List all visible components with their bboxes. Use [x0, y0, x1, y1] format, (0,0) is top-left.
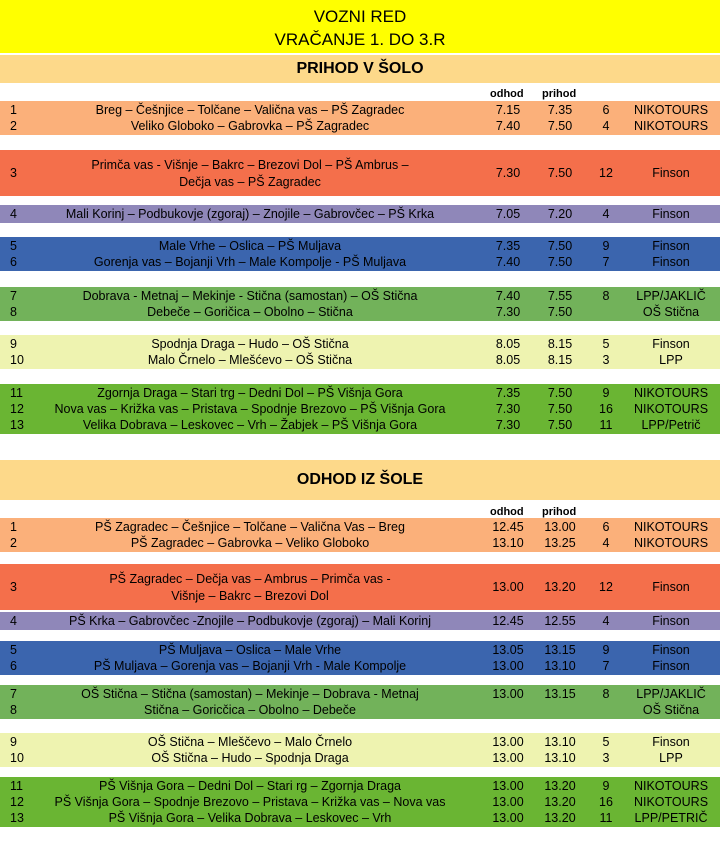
- arrival-time: 7.50: [547, 402, 573, 416]
- arrival-time: 13.15: [544, 643, 576, 657]
- arrival-time: 7.20: [547, 207, 573, 221]
- row-number: 13: [10, 418, 24, 432]
- student-count: 12: [599, 166, 613, 180]
- operator-name: Finson: [652, 659, 690, 673]
- departure-time: 13.05: [492, 643, 524, 657]
- departure-time: 13.00: [492, 659, 524, 673]
- arrival-table-row: [0, 206, 720, 222]
- departure-time: 13.00: [492, 751, 524, 765]
- departure-time: 7.30: [495, 402, 521, 416]
- route-text: Breg – Češnjice – Tolčane – Valična vas – PŠ Zagradec: [95, 103, 405, 117]
- departure-table-row: [0, 750, 720, 766]
- departure-time: 7.30: [495, 305, 521, 319]
- arrival-time: 7.50: [547, 386, 573, 400]
- route-text: Mali Korinj – Podbukovje (zgoraj) – Znojile – Gabrovčec – PŠ Krka: [65, 207, 435, 221]
- student-count: 4: [602, 119, 610, 133]
- row-number: 13: [10, 811, 24, 825]
- route-text: Spodnja Draga – Hudo – OŠ Stična: [151, 337, 349, 351]
- arrival-time: 7.50: [547, 166, 573, 180]
- arrival-time: 13.10: [544, 751, 576, 765]
- arrival-table-row: [0, 352, 720, 368]
- operator-name: NIKOTOURS: [633, 103, 709, 117]
- route-text: Debeče – Goričica – Obolno – Stična: [147, 305, 353, 319]
- student-count: 11: [599, 811, 613, 825]
- departure-table-row: [0, 778, 720, 794]
- departure-time: 7.35: [495, 239, 521, 253]
- student-count: 11: [599, 418, 613, 432]
- operator-name: OŠ Stična: [642, 305, 700, 319]
- operator-name: NIKOTOURS: [633, 386, 709, 400]
- departure-section-heading: ODHOD IZ ŠOLE: [0, 460, 720, 500]
- departure-time: 7.40: [495, 119, 521, 133]
- operator-name: NIKOTOURS: [633, 536, 709, 550]
- operator-name: LPP/JAKLIČ: [636, 289, 706, 303]
- student-count: 9: [602, 643, 610, 657]
- student-count: 6: [602, 520, 610, 534]
- operator-name: Finson: [652, 614, 690, 628]
- arrival-time: 7.50: [547, 119, 573, 133]
- arrival-time: 13.25: [544, 536, 576, 550]
- arrival-section-heading: PRIHOD V ŠOLO: [0, 55, 720, 83]
- student-count: 5: [602, 337, 610, 351]
- operator-name: NIKOTOURS: [633, 520, 709, 534]
- student-count: 9: [602, 386, 610, 400]
- arrival-time: 13.20: [544, 580, 576, 594]
- route-text: PŠ Višnja Gora – Dedni Dol – Stari rg – Zgornja Draga: [98, 779, 401, 793]
- route-text: PŠ Zagradec – Češnjice – Tolčane – Valična Vas – Breg: [95, 520, 405, 534]
- row-number: 10: [10, 751, 24, 765]
- row-number: 11: [10, 386, 23, 400]
- arrival-route-line: [0, 174, 720, 190]
- row-number: 12: [10, 402, 24, 416]
- operator-name: Finson: [652, 239, 690, 253]
- row-number: 8: [10, 305, 17, 319]
- student-count: 4: [602, 614, 610, 628]
- student-count: 9: [602, 239, 610, 253]
- arrival-time: 13.20: [544, 811, 576, 825]
- student-count: 8: [602, 289, 610, 303]
- row-number: 5: [10, 239, 17, 253]
- row-number: 4: [10, 207, 17, 221]
- row-number: 7: [10, 687, 17, 701]
- row-number: 5: [10, 643, 17, 657]
- departure-table-row: [0, 734, 720, 750]
- departure-time: 8.05: [495, 337, 521, 351]
- departure-time: 13.00: [492, 687, 524, 701]
- operator-name: NIKOTOURS: [633, 402, 709, 416]
- departure-table-row: [0, 613, 720, 629]
- row-number: 3: [10, 580, 17, 594]
- row-number: 11: [10, 779, 23, 793]
- route-text: Malo Črnelo – Mlešćevo – OŠ Stična: [147, 353, 353, 367]
- row-number: 12: [10, 795, 24, 809]
- student-count: 16: [599, 402, 613, 416]
- departure-table-row: [0, 702, 720, 718]
- departure-table-row: [0, 642, 720, 658]
- arrival-table-row: [0, 417, 720, 433]
- arrival-time: 8.15: [547, 337, 573, 351]
- title-banner: [0, 0, 720, 53]
- arrival-time: 7.55: [547, 289, 573, 303]
- route-text: PŠ Zagradec – Gabrovka – Veliko Globoko: [130, 536, 370, 550]
- operator-name: Finson: [652, 166, 690, 180]
- student-count: 6: [602, 103, 610, 117]
- arrival-time: 7.50: [547, 255, 573, 269]
- row-number: 1: [10, 520, 17, 534]
- departure-time: 12.45: [492, 520, 524, 534]
- operator-name: LPP: [659, 751, 683, 765]
- arrival-time: 13.10: [544, 735, 576, 749]
- student-count: 12: [599, 580, 613, 594]
- departure-col-departure-header: odhod: [490, 506, 524, 518]
- arrival-col-departure-header: odhod: [490, 88, 524, 100]
- arrival-time: 7.50: [547, 239, 573, 253]
- row-number: 1: [10, 103, 17, 117]
- departure-col-arrival-header: prihod: [542, 506, 577, 518]
- route-text: PŠ Višnja Gora – Spodnje Brezovo – Pristava – Križka vas – Nova vas: [54, 795, 446, 809]
- route-text: Gorenja vas – Bojanji Vrh – Male Kompolje - PŠ Muljava: [93, 255, 407, 269]
- row-number: 6: [10, 659, 17, 673]
- operator-name: NIKOTOURS: [633, 795, 709, 809]
- departure-time: 7.30: [495, 166, 521, 180]
- route-text: PŠ Višnja Gora – Velika Dobrava – Leskovec – Vrh: [108, 811, 392, 825]
- row-number: 2: [10, 536, 17, 550]
- arrival-table-row: [0, 118, 720, 134]
- student-count: 9: [602, 779, 610, 793]
- operator-name: Finson: [652, 255, 690, 269]
- route-text: Velika Dobrava – Leskovec – Vrh – Žabjek – PŠ Višnja Gora: [82, 418, 418, 432]
- student-count: 7: [602, 659, 610, 673]
- row-number: 9: [10, 735, 17, 749]
- arrival-table-row: [0, 336, 720, 352]
- route-text: Višnje – Bakrc – Brezovi Dol: [171, 589, 329, 603]
- route-text: OŠ Stična – Mleščevo – Malo Črnelo: [147, 735, 353, 749]
- operator-name: LPP/JAKLIČ: [636, 687, 706, 701]
- route-text: PŠ Zagradec – Dečja vas – Ambrus – Primča vas -: [109, 572, 391, 586]
- departure-route-line: [0, 588, 720, 604]
- student-count: 4: [602, 207, 610, 221]
- arrival-time: 13.20: [544, 779, 576, 793]
- departure-table-row: [0, 794, 720, 810]
- departure-table-row: [0, 519, 720, 535]
- student-count: 8: [602, 687, 610, 701]
- departure-time: 8.05: [495, 353, 521, 367]
- arrival-time: 7.50: [547, 305, 573, 319]
- student-count: 3: [602, 751, 610, 765]
- departure-time: 13.00: [492, 779, 524, 793]
- route-text: Nova vas – Križka vas – Pristava – Spodnje Brezovo – PŠ Višnja Gora: [54, 402, 446, 416]
- arrival-time: 12.55: [544, 614, 576, 628]
- route-text: OŠ Stična – Hudo – Spodnja Draga: [151, 751, 349, 765]
- departure-time: 13.00: [492, 811, 524, 825]
- operator-name: Finson: [652, 735, 690, 749]
- arrival-time: 7.35: [547, 103, 573, 117]
- route-text: PŠ Muljava – Oslica – Male Vrhe: [158, 643, 342, 657]
- row-number: 8: [10, 703, 17, 717]
- departure-time: 13.10: [492, 536, 524, 550]
- student-count: 16: [599, 795, 613, 809]
- operator-name: Finson: [652, 207, 690, 221]
- arrival-table-row: [0, 102, 720, 118]
- route-text: OŠ Stična – Stična (samostan) – Mekinje – Dobrava - Metnaj: [81, 687, 419, 701]
- route-text: Primča vas - Višnje – Bakrc – Brezovi Dol – PŠ Ambrus –: [91, 158, 409, 172]
- row-number: 4: [10, 614, 17, 628]
- student-count: 7: [602, 255, 610, 269]
- row-number: 6: [10, 255, 17, 269]
- departure-table-row: [0, 686, 720, 702]
- departure-time: 13.00: [492, 580, 524, 594]
- row-number: 10: [10, 353, 24, 367]
- arrival-table-row: [0, 254, 720, 270]
- departure-time: 7.15: [495, 103, 521, 117]
- student-count: 4: [602, 536, 610, 550]
- row-number: 3: [10, 166, 17, 180]
- arrival-time: 13.20: [544, 795, 576, 809]
- page-subtitle: VRAČANJE 1. DO 3.R: [274, 30, 446, 49]
- student-count: 3: [602, 353, 610, 367]
- row-number: 2: [10, 119, 17, 133]
- departure-time: 13.00: [492, 795, 524, 809]
- departure-time: 7.35: [495, 386, 521, 400]
- arrival-col-arrival-header: prihod: [542, 88, 577, 100]
- arrival-time: 13.15: [544, 687, 576, 701]
- page-title: VOZNI RED: [313, 7, 407, 26]
- departure-table-row: [0, 658, 720, 674]
- departure-time: 7.40: [495, 289, 521, 303]
- departure-table-row: [0, 810, 720, 826]
- operator-name: LPP/Petrič: [641, 418, 701, 432]
- departure-time: 7.05: [495, 207, 521, 221]
- arrival-table-row: [0, 385, 720, 401]
- route-text: PŠ Krka – Gabrovčec -Znojile – Podbukovje (zgoraj) – Mali Korinj: [69, 614, 431, 628]
- departure-time: 12.45: [492, 614, 524, 628]
- operator-name: OŠ Stična: [642, 703, 700, 717]
- operator-name: NIKOTOURS: [633, 119, 709, 133]
- operator-name: Finson: [652, 580, 690, 594]
- arrival-time: 8.15: [547, 353, 573, 367]
- route-text: Veliko Globoko – Gabrovka – PŠ Zagradec: [130, 119, 370, 133]
- route-text: Dečja vas – PŠ Zagradec: [179, 175, 321, 189]
- departure-time: 13.00: [492, 735, 524, 749]
- arrival-table-row: [0, 238, 720, 254]
- departure-time: 7.40: [495, 255, 521, 269]
- arrival-route-line: [0, 157, 720, 173]
- route-text: Stična – Goricčica – Obolno – Debeče: [144, 703, 356, 717]
- operator-name: NIKOTOURS: [633, 779, 709, 793]
- departure-table-row: [0, 535, 720, 551]
- arrival-time: 7.50: [547, 418, 573, 432]
- operator-name: LPP: [659, 353, 683, 367]
- row-number: 7: [10, 289, 17, 303]
- arrival-table-row: [0, 401, 720, 417]
- arrival-table-row: [0, 288, 720, 304]
- operator-name: LPP/PETRIČ: [634, 811, 708, 825]
- departure-route-line: [0, 571, 720, 587]
- arrival-time: 13.10: [544, 659, 576, 673]
- departure-time: 7.30: [495, 418, 521, 432]
- operator-name: Finson: [652, 643, 690, 657]
- arrival-table-row: [0, 304, 720, 320]
- route-text: Dobrava - Metnaj – Mekinje - Stična (samostan) – OŠ Stična: [82, 289, 418, 303]
- student-count: 5: [602, 735, 610, 749]
- operator-name: Finson: [652, 337, 690, 351]
- route-text: Male Vrhe – Oslica – PŠ Muljava: [158, 239, 342, 253]
- arrival-time: 13.00: [544, 520, 576, 534]
- row-number: 9: [10, 337, 17, 351]
- route-text: Zgornja Draga – Stari trg – Dedni Dol – PŠ Višnja Gora: [97, 386, 403, 400]
- route-text: PŠ Muljava – Gorenja vas – Bojanji Vrh - Male Kompolje: [93, 659, 407, 673]
